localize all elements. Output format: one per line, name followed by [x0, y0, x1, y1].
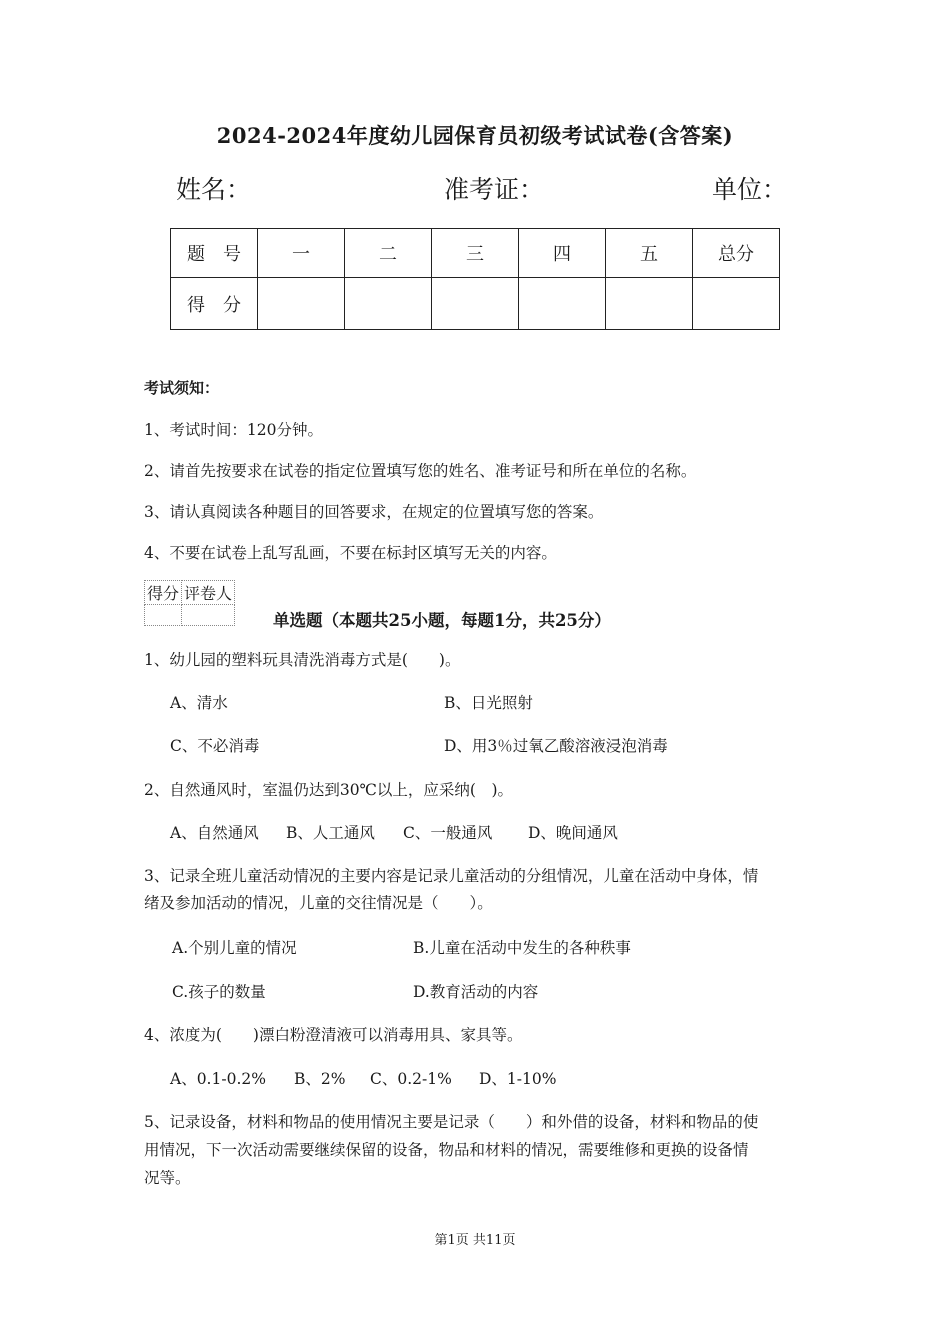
question-option: C、0.2-1%	[370, 1070, 452, 1088]
score-table-header-cell: 四	[519, 229, 606, 278]
page-title: 2024-2024年度幼儿园保育员初级考试试卷(含答案)	[216, 123, 734, 148]
question-stem: 2、自然通风时，室温仍达到30℃以上，应采纳( )。	[144, 781, 514, 799]
exam-number-field-label: 准考证：	[444, 175, 545, 204]
score-table-header-cell: 一	[258, 229, 345, 278]
score-cell	[345, 278, 432, 330]
question-option: D、用3％过氧乙酸溶液浸泡消毒	[444, 737, 668, 755]
score-table-header-cell: 总分	[693, 229, 780, 278]
question-option: A、0.1-0.2%	[170, 1070, 266, 1088]
question-option: B.儿童在活动中发生的各种秩事	[413, 939, 631, 957]
question-stem: 5、记录设备，材料和物品的使用情况主要是记录（ ）和外借的设备，材料和物品的使	[144, 1113, 759, 1131]
question-stem: 3、记录全班儿童活动情况的主要内容是记录儿童活动的分组情况，儿童在活动中身体，情	[144, 867, 759, 885]
question-option: C、不必消毒	[170, 737, 260, 755]
score-table	[170, 228, 780, 330]
score-cell	[606, 278, 693, 330]
grader-box-grader-label: 评卷人	[182, 581, 235, 605]
score-table-header-row	[171, 229, 780, 278]
question-option: D、晚间通风	[528, 824, 618, 842]
question-option: B、人工通风	[286, 824, 375, 842]
score-cell	[693, 278, 780, 330]
score-table-header-cell: 五	[606, 229, 693, 278]
name-field-label: 姓名：	[176, 175, 252, 204]
question-option: D.教育活动的内容	[413, 983, 539, 1001]
question-option: B、2%	[294, 1070, 346, 1088]
score-table-header-cell: 三	[432, 229, 519, 278]
score-table-score-row	[171, 278, 780, 330]
page-footer: 第1页 共11页	[434, 1233, 516, 1248]
question-stem-continued: 绪及参加活动的情况，儿童的交往情况是（ ）。	[144, 894, 493, 912]
grader-box-grader-cell	[182, 605, 235, 626]
notice-item: 1、考试时间：120分钟。	[144, 421, 323, 439]
notice-item: 3、请认真阅读各种题目的回答要求，在规定的位置填写您的答案。	[144, 503, 604, 521]
question-option: A.个别儿童的情况	[172, 939, 297, 957]
grader-box	[144, 580, 235, 626]
score-cell	[258, 278, 345, 330]
question-option: D、1-10%	[479, 1070, 557, 1088]
score-table-score-label: 得 分	[171, 278, 258, 330]
question-stem: 4、浓度为( )漂白粉澄清液可以消毒用具、家具等。	[144, 1026, 523, 1044]
notice-item: 2、请首先按要求在试卷的指定位置填写您的姓名、准考证号和所在单位的名称。	[144, 462, 697, 480]
score-cell	[519, 278, 606, 330]
question-stem: 1、幼儿园的塑料玩具清洗消毒方式是( )。	[144, 651, 461, 669]
section-title: 单选题（本题共25小题，每题1分，共25分）	[273, 611, 611, 630]
grader-box-score-cell	[145, 605, 182, 626]
question-option: A、自然通风	[170, 824, 259, 842]
notice-item: 4、不要在试卷上乱写乱画，不要在标封区填写无关的内容。	[144, 544, 557, 562]
score-table-header-cell: 二	[345, 229, 432, 278]
score-table-header-cell: 题 号	[171, 229, 258, 278]
question-option: B、日光照射	[444, 694, 533, 712]
question-option: C.孩子的数量	[172, 983, 266, 1001]
grader-box-score-label: 得分	[145, 581, 182, 605]
question-stem-continued: 况等。	[144, 1169, 191, 1187]
unit-field-label: 单位：	[712, 175, 788, 204]
question-option: C、一般通风	[403, 824, 493, 842]
question-option: A、清水	[170, 694, 228, 712]
question-stem-continued: 用情况，下一次活动需要继续保留的设备，物品和材料的情况，需要维修和更换的设备情	[144, 1141, 749, 1159]
notice-heading: 考试须知：	[144, 379, 220, 397]
score-cell	[432, 278, 519, 330]
